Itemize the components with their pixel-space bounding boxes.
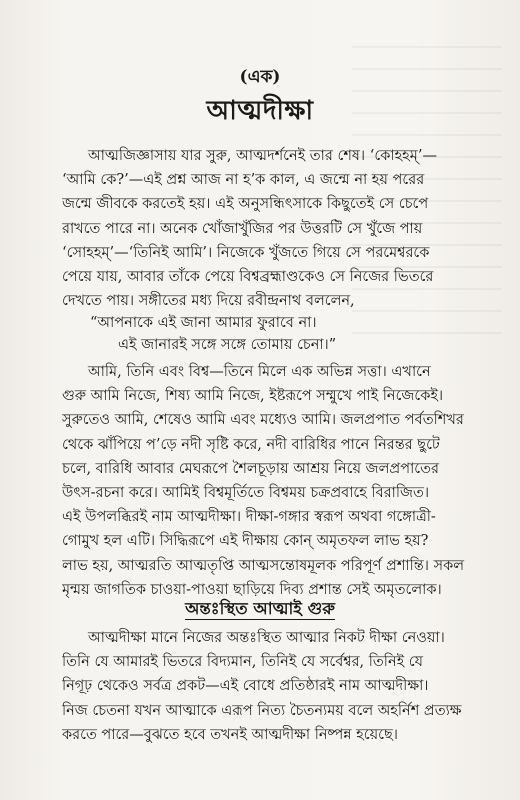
text-line: তিনি যে আমারই ভিতরে বিদ্যমান, তিনিই যে সর্বেশ্বর, তিনিই যে [62,654,423,671]
quote-line: এই জানারই সঙ্গে সঙ্গে তোমায় চেনা।” [118,337,337,353]
text-line: দেখতে পায়। সঙ্গীতের মধ্য দিয়ে রবীন্দ্রনাথ বললেন, [62,293,355,310]
quote-line: “আপনাকে এই জানা আমার ফুরাবে না। [90,315,317,331]
text-line: গুরু আমি নিজে, শিষ্য আমি নিজে, ইষ্টরূপে সম্মুখে পাই নিজেকেই। [62,388,444,405]
text-line: করতে পারে—বুঝতে হবে তখনই আত্মদীক্ষা নিষ্পন্ন হয়েছে। [62,726,398,743]
section-heading-text: অন্তঃস্থিত আত্মাই গুরু [185,599,335,618]
text-line: ‘আমি কে?’—এই প্রশ্ন আজ না হ’ক কাল, এ জন্মে না হয় পরের [62,172,425,189]
text-line: আমি, তিনি এবং বিশ্ব—তিনে মিলে এক অভিন্ন সত্তা। এখানে [88,364,431,380]
text-line: পেয়ে যায়, আবার তাঁকে পেয়ে বিশ্বব্রহ্মাণ্ডকেও সে নিজের ভিতরে [62,269,434,286]
text-line: নিগূঢ় থেকেও সর্বত্র প্রকট—এই বোধে প্রতিষ্ঠারই নাম আত্মদীক্ষা। [62,678,429,695]
text-line: আত্মজিজ্ঞাসায় যার সুরু, আত্মদর্শনেই তার শেষ। ‘কোহহম্’— [88,148,437,164]
text-line: এই উপলব্ধিরই নাম আত্মদীক্ষা। দীক্ষা-গঙ্গার স্বরূপ অথবা গঙ্গোত্রী- [62,509,436,526]
text-line: গোমুখ হল এটি। সিদ্ধিরূপে এই দীক্ষায় কোন্ অমৃতফল লাভ হয়? [62,533,429,550]
text-line: লাভ হয়, আত্মরতি আত্মতৃপ্তি আত্মসন্তোষমূলক পরিপূর্ণ প্রশান্তি। সকল [62,557,465,574]
paragraph-3 [62,626,482,747]
text-line: নিজ চেতনা যখন আত্মাকে এরূপ নিত্য চৈতন্যময় বলে অহর্নিশ প্রত্যক্ষ [62,702,462,719]
text-line: মৃন্ময় জাগতিক চাওয়া-পাওয়া ছাড়িয়ে দিব্য প্রশান্ত সেই অমৃতলোক। [62,581,442,598]
text-line: চলে, বারিধি আবার মেঘরূপে শৈলচূড়ায় আশ্রয় নিয়ে জলপ্রপাতের [62,460,439,477]
tagore-quote [90,312,490,356]
text-line: সুরুতেও আমি, শেষেও আমি এবং মধ্যেও আমি। জলপ্রপাত পর্বতশিখর [62,412,464,429]
paragraph-1 [62,144,482,313]
text-line: আত্মদীক্ষা মানে নিজের অন্তঃস্থিত আত্মার নিকট দীক্ষা নেওয়া। [88,630,445,646]
chapter-title: আত্মদীক্ষা [206,96,314,126]
text-line: ‘সোহহম্’—‘তিনিই আমি’। নিজেকে খুঁজতে গিয়ে সে পরমেশ্বরকে [62,244,430,261]
text-line: উৎস-রচনা করে। আমিই বিশ্বমূর্তিতে বিশ্বময় চক্রপ্রবাহে বিরাজিত। [62,485,430,502]
text-line: রাখতে পারে না। অনেক খোঁজাখুঁজির পর উত্তরটি সে খুঁজে পায় [62,220,423,237]
text-line: থেকে ঝাঁপিয়ে প’ড়ে নদী সৃষ্টি করে, নদী বারিধির পানে নিরন্তর ছুটে [62,436,440,453]
section-heading [0,596,520,623]
chapter-number: (এক) [239,67,281,87]
paragraph-2 [62,360,482,602]
text-line: জন্মে জীবকে করতেই হয়। এই অনুসন্ধিৎসাকে কিছুতেই সে চেপে [62,196,429,213]
